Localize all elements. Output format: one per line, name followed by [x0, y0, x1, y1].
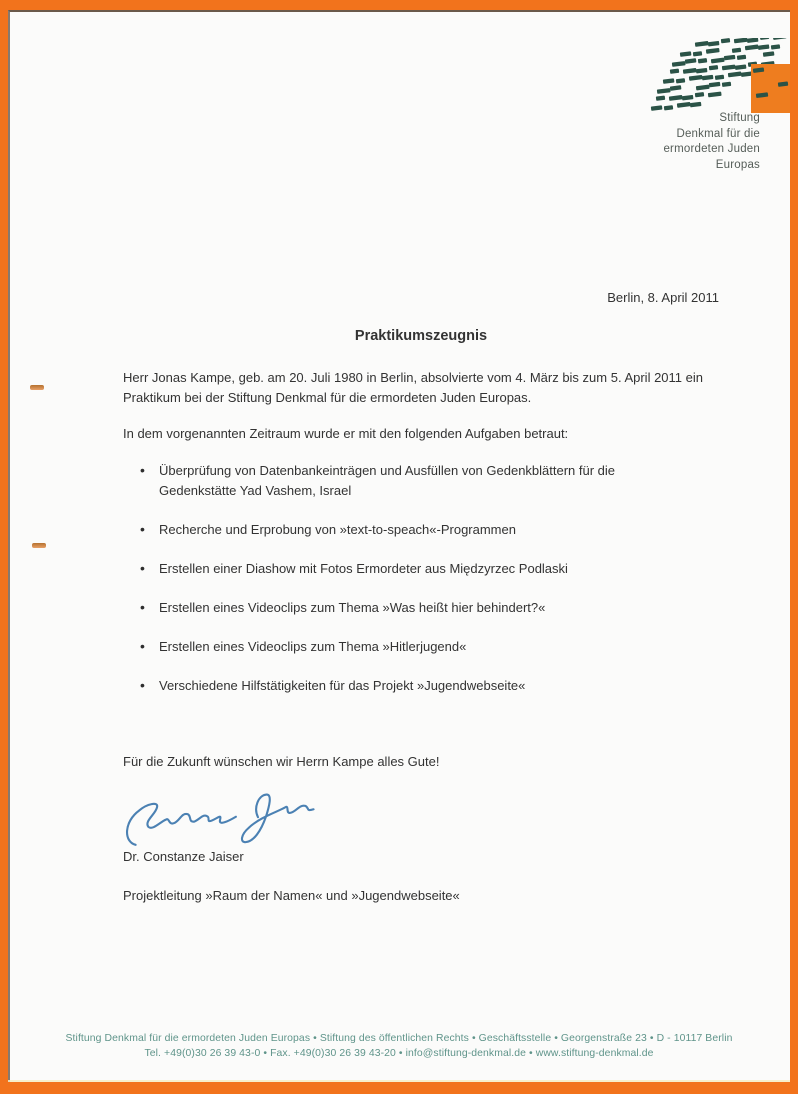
org-line: Denkmal für die — [676, 127, 760, 140]
footer-address-line: Stiftung Denkmal für die ermordeten Juden Europas • Stiftung des öffentlichen Rechts • Geschäftsstelle • Georgenstraße 23 • D - 10117 Berlin — [65, 1033, 733, 1044]
signatory-role: Projektleitung »Raum der Namen« und »Jugendwebseite« — [123, 888, 460, 903]
fold-mark — [30, 385, 44, 390]
letterhead-org-name — [663, 111, 760, 173]
footer-contact-line: Tel. +49(0)30 26 39 43-0 • Fax. +49(0)30 26 39 43-20 • info@stiftung-denkmal.de • www.stiftung-denkmal.de — [144, 1048, 654, 1059]
stiftung-denkmal-logo-icon — [650, 38, 792, 118]
intro-paragraph: Herr Jonas Kampe, geb. am 20. Juli 1980 in Berlin, absolvierte vom 4. März bis zum 5. April 2011 ein Praktikum bei der Stiftung Denkmal für die ermordeten Juden Europas. — [123, 370, 703, 405]
org-line: ermordeten Juden — [663, 143, 760, 155]
signatory-name: Dr. Constanze Jaiser — [123, 849, 244, 864]
task-item: • Erstellen eines Videoclips zum Thema »Was heißt hier behindert?« — [159, 598, 683, 618]
fold-mark — [32, 543, 46, 548]
document-title: Praktikumszeugnis — [354, 328, 488, 344]
closing-line: Für die Zukunft wünschen wir Herrn Kampe alles Gute! — [123, 754, 440, 769]
letterhead-footer — [0, 1031, 798, 1061]
task-item: • Überprüfung von Datenbankeinträgen und Ausfüllen von Gedenkblättern für die Gedenkstätte Yad Vashem, Israel — [159, 461, 683, 501]
task-list — [123, 461, 683, 715]
date-line: Berlin, 8. April 2011 — [607, 290, 719, 305]
handwritten-signature — [118, 789, 323, 851]
tasks-lead-in: In dem vorgenannten Zeitraum wurde er mit den folgenden Aufgaben betraut: — [123, 426, 569, 441]
task-item: • Recherche und Erprobung von »text-to-speach«-Programmen — [159, 520, 683, 540]
org-line: Europas — [715, 158, 760, 171]
org-line: Stiftung — [719, 112, 760, 124]
task-item: • Erstellen einer Diashow mit Fotos Ermordeter aus Międzyrzec Podlaski — [159, 559, 683, 579]
task-item: • Erstellen eines Videoclips zum Thema »Hitlerjugend« — [159, 637, 683, 657]
task-item: • Verschiedene Hilfstätigkeiten für das Projekt »Jugendwebseite« — [159, 676, 683, 696]
